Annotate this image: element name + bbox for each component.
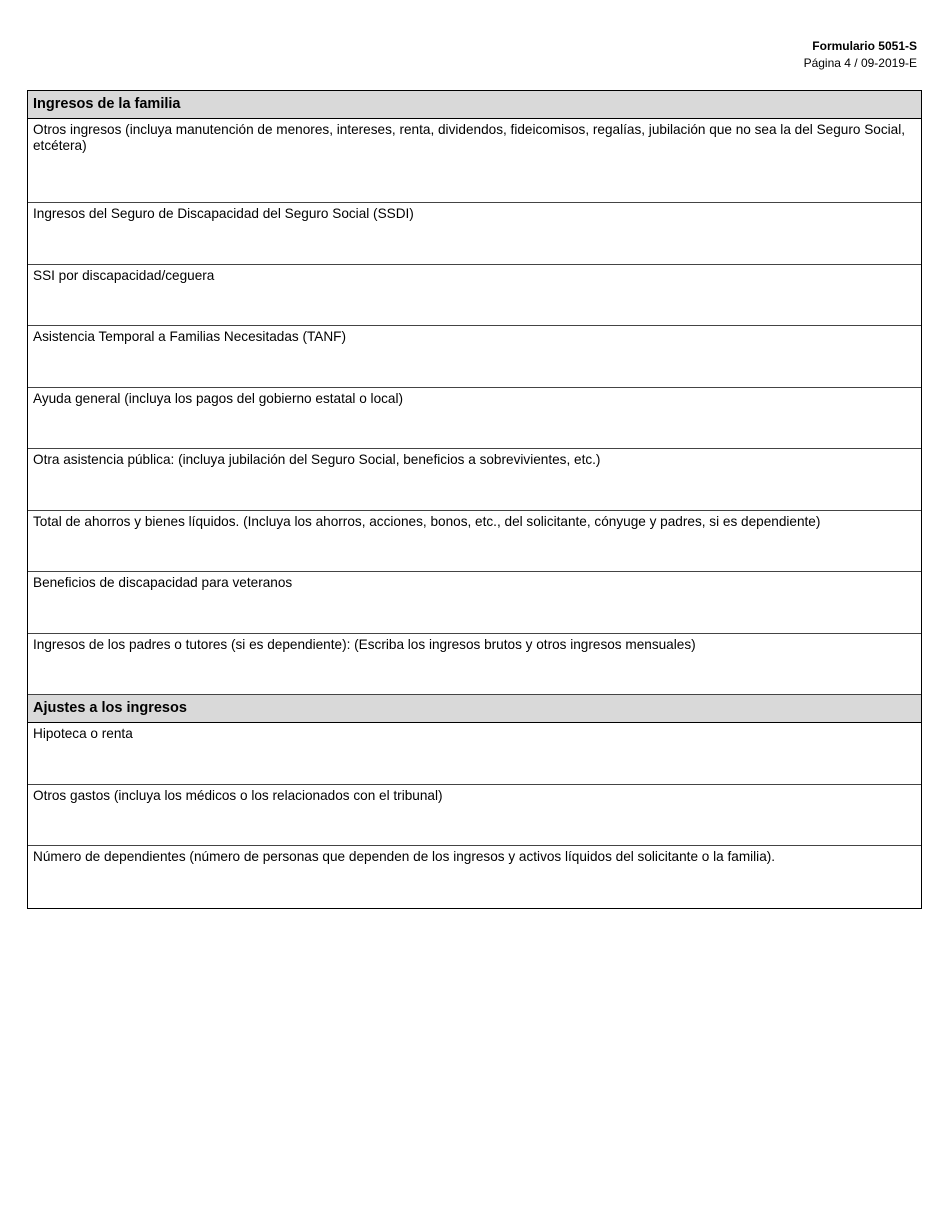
field-veterans-disability[interactable]: Beneficios de discapacidad para veteranos bbox=[28, 572, 921, 634]
page-header bbox=[804, 38, 917, 72]
form-table bbox=[27, 90, 922, 909]
field-mortgage-rent[interactable]: Hipoteca o renta bbox=[28, 723, 921, 785]
field-general-assistance[interactable]: Ayuda general (incluya los pagos del gobierno estatal o local) bbox=[28, 388, 921, 450]
field-other-income[interactable]: Otros ingresos (incluya manutención de menores, intereses, renta, dividendos, fideicomisos, regalías, jubilación que no sea la del Seguro Social, etcétera) bbox=[28, 119, 921, 203]
field-ssdi-income[interactable]: Ingresos del Seguro de Discapacidad del Seguro Social (SSDI) bbox=[28, 203, 921, 265]
field-ssi-disability[interactable]: SSI por discapacidad/ceguera bbox=[28, 265, 921, 327]
field-other-public-assistance[interactable]: Otra asistencia pública: (incluya jubilación del Seguro Social, beneficios a sobrevivientes, etc.) bbox=[28, 449, 921, 511]
page-info: Página 4 / 09-2019-E bbox=[803, 56, 917, 70]
form-number: Formulario 5051-S bbox=[812, 39, 917, 53]
section-header-family-income: Ingresos de la familia bbox=[28, 91, 921, 119]
section-header-income-adjustments: Ajustes a los ingresos bbox=[28, 695, 921, 723]
field-other-expenses[interactable]: Otros gastos (incluya los médicos o los relacionados con el tribunal) bbox=[28, 785, 921, 847]
field-tanf[interactable]: Asistencia Temporal a Familias Necesitadas (TANF) bbox=[28, 326, 921, 388]
field-number-of-dependents[interactable]: Número de dependientes (número de personas que dependen de los ingresos y activos líquidos del solicitante o la familia). bbox=[33, 849, 776, 864]
field-parents-income[interactable]: Ingresos de los padres o tutores (si es dependiente): (Escriba los ingresos brutos y otros ingresos mensuales) bbox=[28, 634, 921, 696]
field-total-savings[interactable]: Total de ahorros y bienes líquidos. (Incluya los ahorros, acciones, bonos, etc., del solicitante, cónyuge y padres, si es dependiente) bbox=[28, 511, 921, 573]
